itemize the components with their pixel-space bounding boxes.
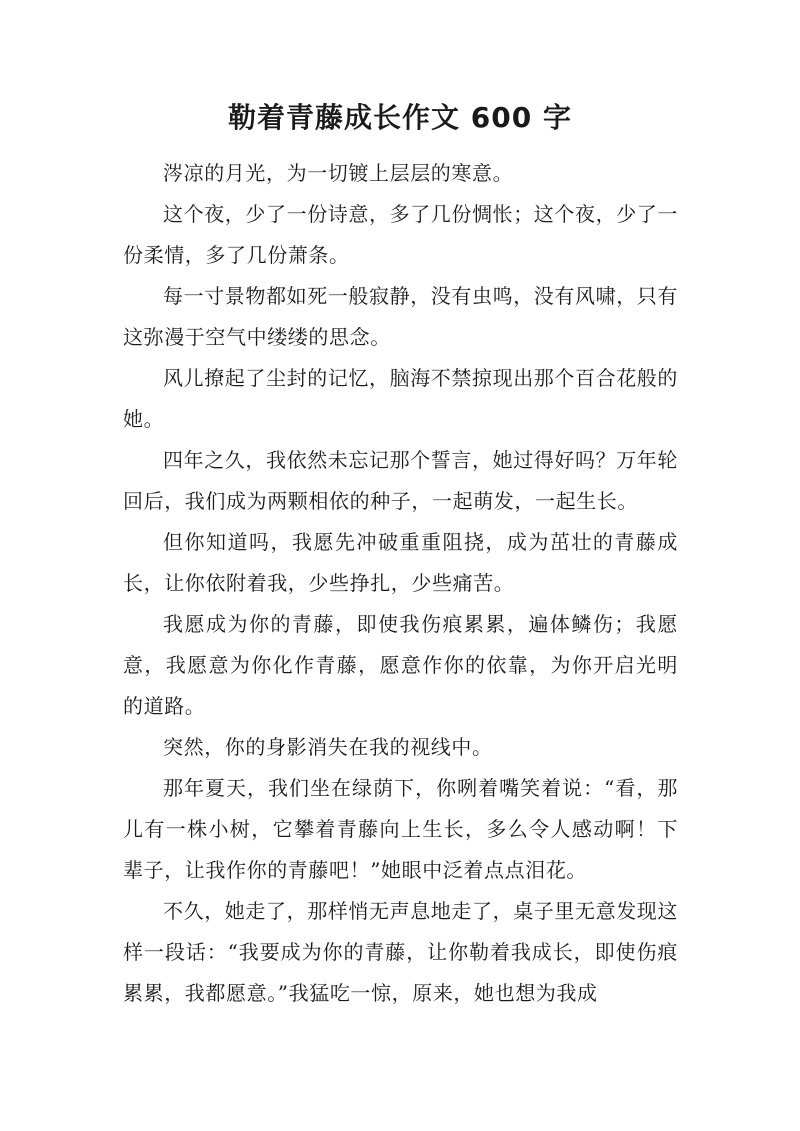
paragraph: 风儿撩起了尘封的记忆，脑海不禁掠现出那个百合花般的她。: [123, 366, 678, 431]
paragraph: 这个夜，少了一份诗意，多了几份惆怅；这个夜，少了一份柔情，多了几份萧条。: [123, 202, 678, 267]
paragraph: 四年之久，我依然未忘记那个誓言，她过得好吗？万年轮回后，我们成为两颗相依的种子，一起萌发，一起生长。: [123, 448, 678, 513]
paragraph: 涔凉的月光，为一切镀上层层的寒意。: [163, 161, 514, 185]
essay-body: [123, 153, 678, 1014]
paragraph: 突然，你的身影消失在我的视线中。: [163, 735, 493, 759]
paragraph: 那年夏天，我们坐在绿荫下，你咧着嘴笑着说：“看，那儿有一株小树，它攀着青藤向上生长，多么令人感动啊！下辈子，让我作你的青藤吧！”她眼中泛着点点泪花。: [123, 776, 678, 882]
paragraph: 每一寸景物都如死一般寂静，没有虫鸣，没有风啸，只有这弥漫于空气中缕缕的思念。: [123, 284, 678, 349]
paragraph: 我愿成为你的青藤，即使我伤痕累累，遍体鳞伤；我愿意，我愿意为你化作青藤，愿意作你的依靠，为你开启光明的道路。: [123, 612, 678, 718]
paragraph: 但你知道吗，我愿先冲破重重阻挠，成为茁壮的青藤成长，让你依附着我，少些挣扎，少些痛苦。: [123, 530, 678, 595]
document-title: 勒着青藤成长作文 600 字: [228, 101, 572, 134]
paragraph: 不久，她走了，那样悄无声息地走了，桌子里无意发现这样一段话：“我要成为你的青藤，让你勒着我成长，即使伤痕累累，我都愿意。”我猛吃一惊，原来，她也想为我成: [123, 899, 678, 1005]
